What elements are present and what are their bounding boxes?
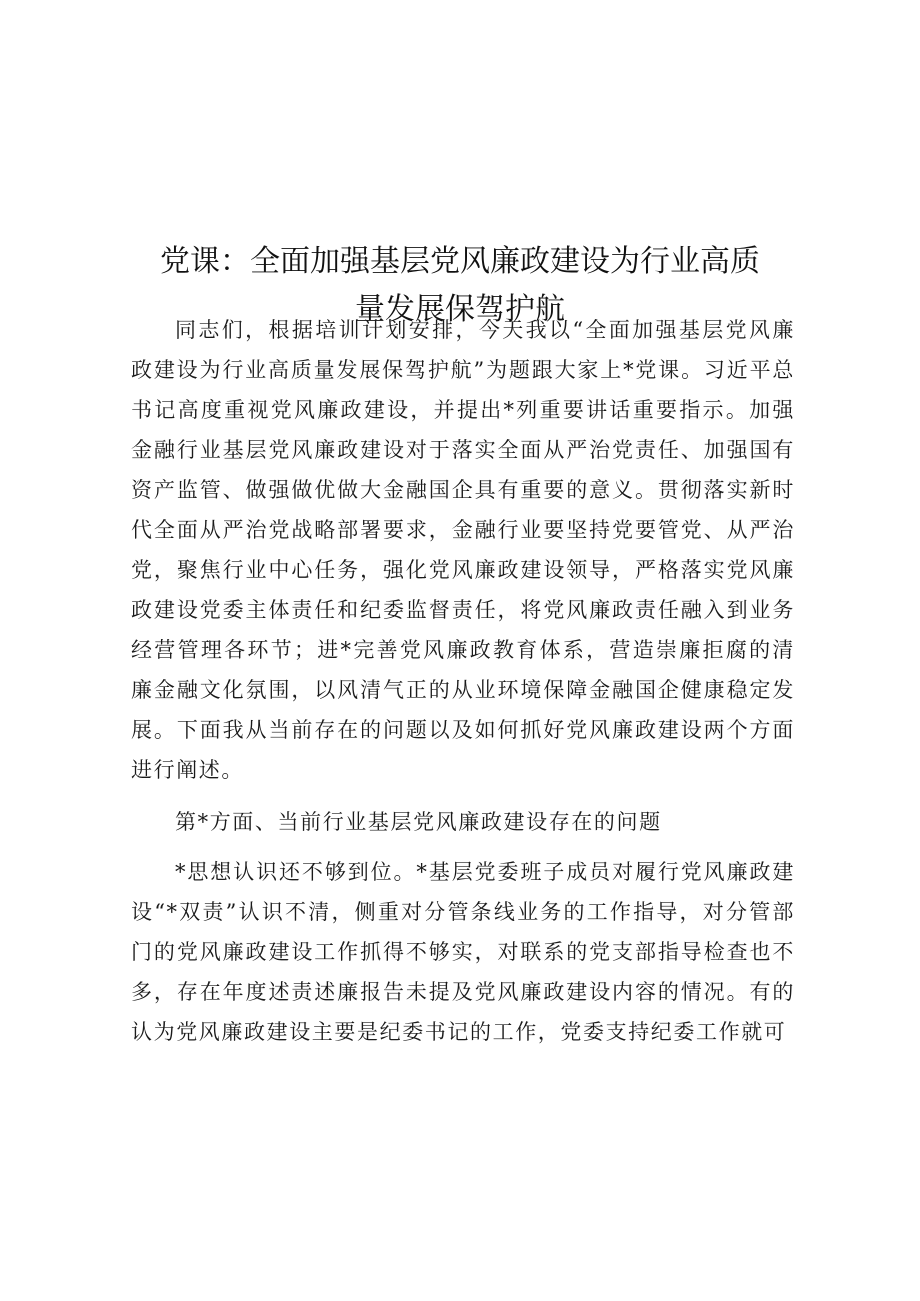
document-body xyxy=(131,310,795,1052)
title-line-1: 党课：全面加强基层党风廉政建设为行业高质 xyxy=(160,244,760,280)
title-line-2: 量发展保驾护航 xyxy=(355,292,565,328)
section-paragraph: *思想认识还不够到位。*基层党委班子成员对履行党风廉政建设“*双责”认识不清，侧重对分管条线业务的工作指导，对分管部门的党风廉政建设工作抓得不够实，对联系的党支部指导检查也不多，存在年度述责述廉报告未提及党风廉政建设内容的情况。有的认为党风廉政建设主要是纪委书记的工作，党委支持纪委工作就可 xyxy=(131,860,795,1044)
section-heading: 第*方面、当前行业基层党风廉政建设存在的问题 xyxy=(175,810,662,834)
intro-paragraph: 同志们，根据培训计划安排，今天我以“全面加强基层党风廉政建设为行业高质量发展保驾护航”为题跟大家上*党课。习近平总书记高度重视党风廉政建设，并提出*列重要讲话重要指示。加强金融行业基层党风廉政建设对于落实全面从严治党责任、加强国有资产监管、做强做优做大金融国企具有重要的意义。贯彻落实新时代全面从严治党战略部署要求，金融行业要坚持党要管党、从严治党，聚焦行业中心任务，强化党风廉政建设领导，严格落实党风廉政建设党委主体责任和纪委监督责任，将党风廉政责任融入到业务经营管理各环节；进*完善党风廉政教育体系，营造崇廉拒腐的清廉金融文化氛围，以风清气正的从业环境保障金融国企健康稳定发展。下面我从当前存在的问题以及如何抓好党风廉政建设两个方面进行阐述。 xyxy=(131,318,795,782)
